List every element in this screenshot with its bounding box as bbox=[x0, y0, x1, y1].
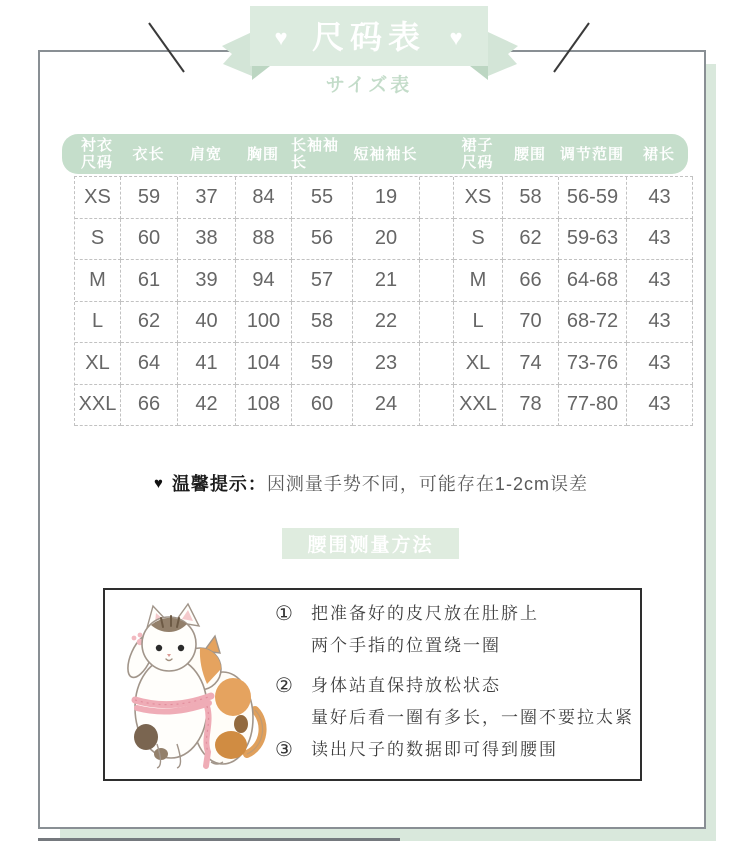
table-cell: 42 bbox=[178, 385, 236, 427]
table-cell: 88 bbox=[236, 219, 292, 261]
table-cell: 78 bbox=[503, 385, 559, 427]
ribbon-right-fold bbox=[470, 66, 488, 80]
table-cell: 56-59 bbox=[559, 177, 627, 219]
table-cell: L bbox=[454, 302, 503, 344]
table-cell: 66 bbox=[121, 385, 178, 427]
cats-measuring-illustration bbox=[119, 596, 271, 772]
table-cell: 55 bbox=[292, 177, 353, 219]
ribbon-right-tail bbox=[488, 32, 518, 76]
table-cell: 68-72 bbox=[559, 302, 627, 344]
table-cell: 43 bbox=[627, 219, 693, 261]
ribbon-left-tail bbox=[222, 32, 252, 76]
table-cell: 41 bbox=[178, 343, 236, 385]
table-cell bbox=[420, 177, 454, 219]
table-cell: 61 bbox=[121, 260, 178, 302]
table-cell: XS bbox=[75, 177, 121, 219]
section-title-waist-measure: 腰围测量方法 bbox=[282, 528, 459, 559]
table-cell: 58 bbox=[292, 302, 353, 344]
size-table-header-row bbox=[74, 134, 692, 174]
table-cell: 43 bbox=[627, 343, 693, 385]
table-cell: 22 bbox=[353, 302, 420, 344]
warm-tip-text: 因测量手势不同，可能存在1-2cm误差 bbox=[266, 474, 588, 494]
table-cell: 84 bbox=[236, 177, 292, 219]
table-cell: XS bbox=[454, 177, 503, 219]
ribbon-left-fold bbox=[252, 66, 270, 80]
table-cell: 24 bbox=[353, 385, 420, 427]
diagonal-right-line bbox=[554, 23, 589, 72]
table-cell: 60 bbox=[121, 219, 178, 261]
table-cell: XL bbox=[454, 343, 503, 385]
table-cell: 43 bbox=[627, 302, 693, 344]
table-cell: L bbox=[75, 302, 121, 344]
table-cell bbox=[420, 343, 454, 385]
banner-subtitle: サイズ表 bbox=[325, 75, 413, 96]
table-cell: 57 bbox=[292, 260, 353, 302]
table-cell: 43 bbox=[627, 260, 693, 302]
white-cat bbox=[123, 604, 207, 768]
column-header: 短袖袖长 bbox=[353, 145, 418, 163]
step-2-number: ② bbox=[275, 675, 293, 697]
step-2-line-1: 身体站直保持放松状态 bbox=[311, 676, 501, 695]
column-header: 肩宽 bbox=[189, 145, 222, 163]
step-1-line-1: 把准备好的皮尺放在肚脐上 bbox=[311, 604, 539, 623]
table-cell: 38 bbox=[178, 219, 236, 261]
table-cell: M bbox=[75, 260, 121, 302]
table-cell: M bbox=[454, 260, 503, 302]
instruction-step-3 bbox=[275, 734, 558, 766]
table-cell: 74 bbox=[503, 343, 559, 385]
table-cell: 19 bbox=[353, 177, 420, 219]
column-header: 长袖袖长 bbox=[291, 137, 340, 171]
heart-icon: ♥ bbox=[154, 474, 163, 492]
table-cell: 64-68 bbox=[559, 260, 627, 302]
table-cell: 100 bbox=[236, 302, 292, 344]
table-cell: XXL bbox=[75, 385, 121, 427]
table-cell: 20 bbox=[353, 219, 420, 261]
instruction-step-2 bbox=[275, 670, 634, 734]
table-cell: 62 bbox=[503, 219, 559, 261]
step-1-line-2: 两个手指的位置绕一圈 bbox=[311, 636, 501, 655]
warm-tip-label: 温馨提示： bbox=[171, 474, 267, 494]
bottom-divider-line bbox=[38, 838, 400, 841]
table-cell: 64 bbox=[121, 343, 178, 385]
diagonal-left-line bbox=[149, 23, 184, 72]
table-cell: 23 bbox=[353, 343, 420, 385]
table-cell: 104 bbox=[236, 343, 292, 385]
table-cell: XXL bbox=[454, 385, 503, 427]
table-cell: 59 bbox=[292, 343, 353, 385]
table-cell: 70 bbox=[503, 302, 559, 344]
table-cell: 77-80 bbox=[559, 385, 627, 427]
warm-tip bbox=[0, 470, 742, 496]
table-cell bbox=[420, 260, 454, 302]
column-header: 腰围 bbox=[513, 145, 546, 163]
table-cell: 59 bbox=[121, 177, 178, 219]
table-cell: S bbox=[75, 219, 121, 261]
step-3-number: ③ bbox=[275, 739, 293, 761]
column-header: 裙长 bbox=[642, 145, 675, 163]
measurement-instruction-box bbox=[103, 588, 642, 781]
table-cell: 40 bbox=[178, 302, 236, 344]
table-cell: 59-63 bbox=[559, 219, 627, 261]
column-header: 胸围 bbox=[246, 145, 279, 163]
table-cell: 39 bbox=[178, 260, 236, 302]
column-header: 衣长 bbox=[132, 145, 165, 163]
step-3-line-1: 读出尺子的数据即可得到腰围 bbox=[311, 740, 558, 759]
step-1-number: ① bbox=[275, 603, 293, 625]
size-table-body bbox=[74, 176, 693, 426]
table-cell: 66 bbox=[503, 260, 559, 302]
column-header: 调节范围 bbox=[559, 145, 624, 163]
table-cell bbox=[420, 385, 454, 427]
table-cell: 58 bbox=[503, 177, 559, 219]
table-cell: XL bbox=[75, 343, 121, 385]
heart-icon: ♥ bbox=[274, 25, 288, 50]
heart-icon: ♥ bbox=[449, 25, 463, 50]
step-2-line-2: 量好后看一圈有多长，一圈不要拉太紧 bbox=[311, 708, 634, 727]
table-cell: 62 bbox=[121, 302, 178, 344]
table-cell: 60 bbox=[292, 385, 353, 427]
banner-title: 尺码表 bbox=[311, 19, 427, 55]
table-cell: 37 bbox=[178, 177, 236, 219]
table-cell: 73-76 bbox=[559, 343, 627, 385]
table-cell bbox=[420, 302, 454, 344]
column-header: 裙子 尺码 bbox=[461, 137, 494, 171]
table-cell: S bbox=[454, 219, 503, 261]
table-cell: 43 bbox=[627, 177, 693, 219]
table-cell: 108 bbox=[236, 385, 292, 427]
table-cell: 21 bbox=[353, 260, 420, 302]
instruction-step-1 bbox=[275, 598, 539, 662]
table-cell: 94 bbox=[236, 260, 292, 302]
table-cell: 56 bbox=[292, 219, 353, 261]
column-header: 衬衣 尺码 bbox=[80, 137, 113, 171]
table-cell bbox=[420, 219, 454, 261]
table-cell: 43 bbox=[627, 385, 693, 427]
